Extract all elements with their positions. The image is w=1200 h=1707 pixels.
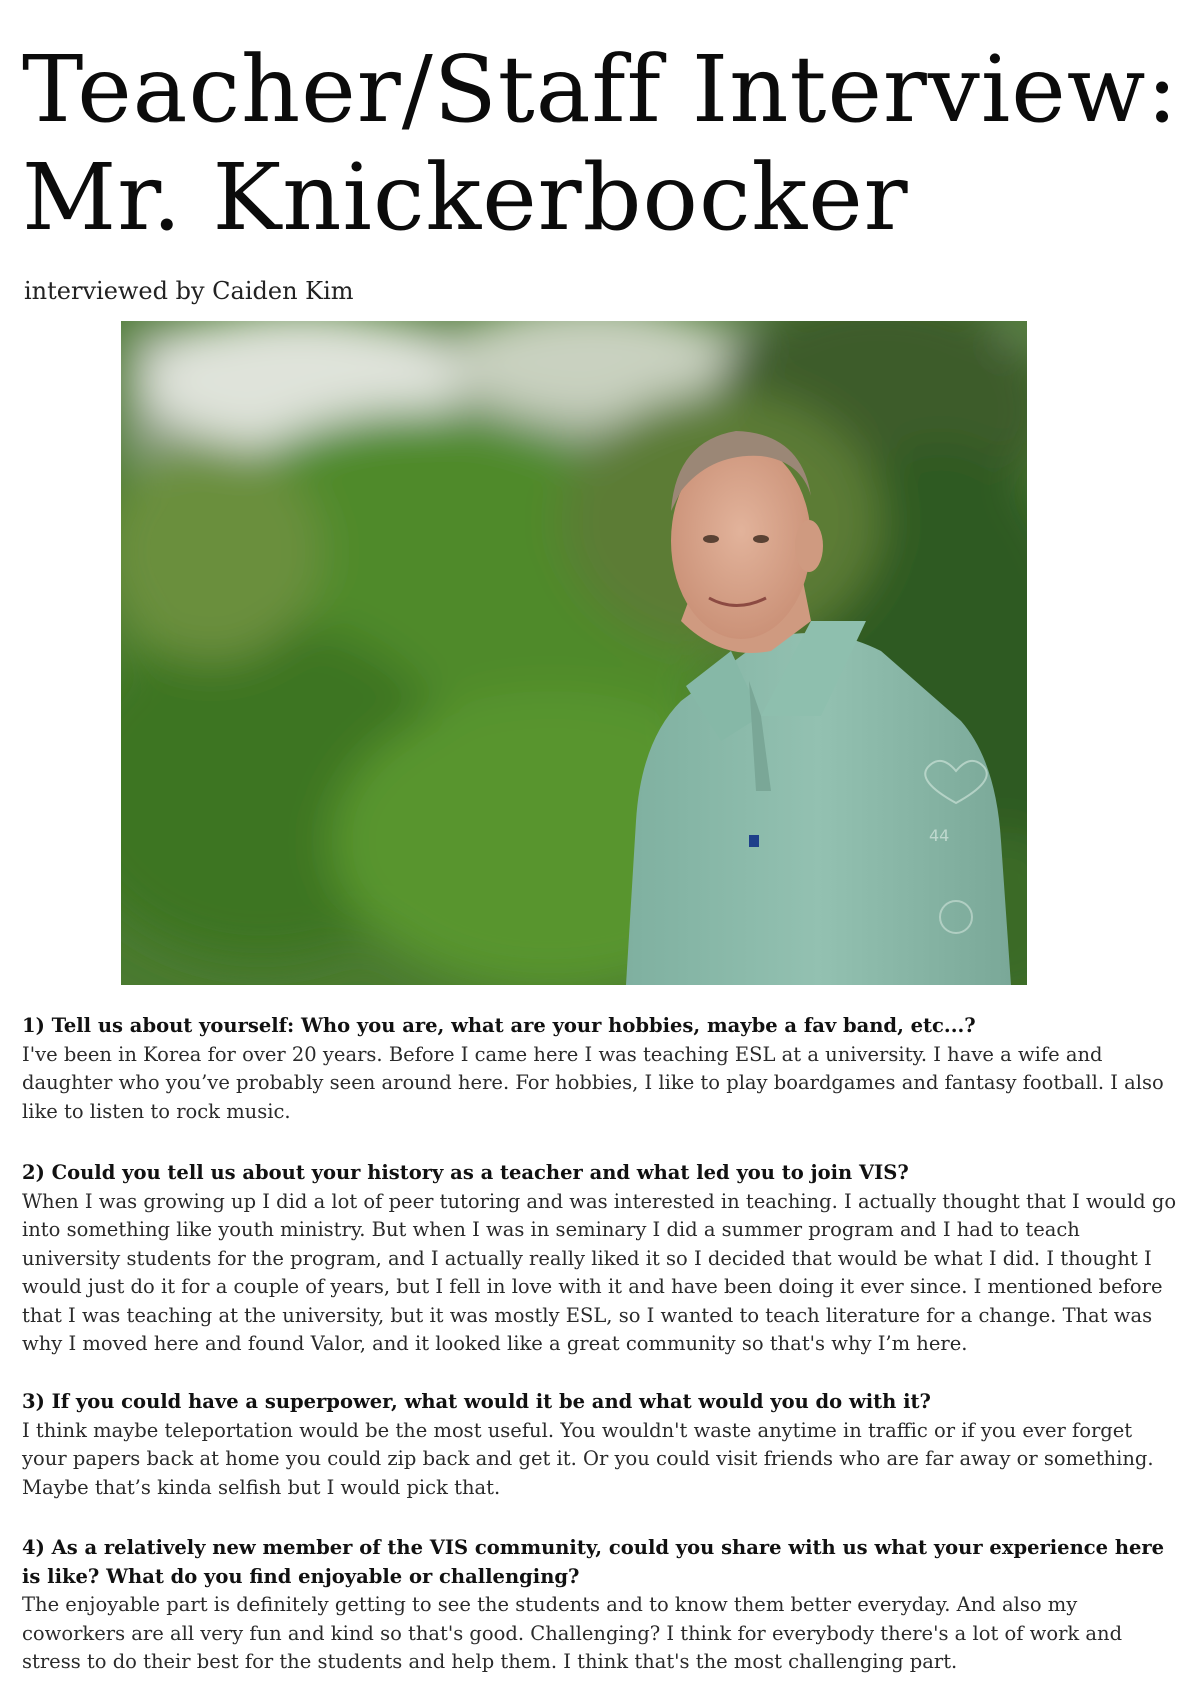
- qa-item-2: [22, 1159, 1182, 1359]
- answer-2: When I was growing up I did a lot of peer tutoring and was interested in teaching. I actually thought that I would go into something like youth ministry. But when I was in seminary I did a summer program and I had to teach university students for the program, and I actually really liked it so I decided that would be what I did. I thought I would just do it for a couple of years, but I fell in love with it and have been doing it ever since. I mentioned before that I was teaching at the university, but it was mostly ESL, so I wanted to teach literature for a change. That was why I moved here and found Valor, and it looked like a great community so that's why I’m here.: [22, 1189, 1177, 1355]
- title-line-2: Mr. Knickerbocker: [22, 144, 909, 251]
- question-3: 3) If you could have a superpower, what would it be and what would you do with it?: [22, 1390, 931, 1413]
- question-4: 4) As a relatively new member of the VIS community, could you share with us what your experience here is like? What do you find enjoyable or challenging?: [22, 1536, 1165, 1588]
- answer-4: The enjoyable part is definitely getting to see the students and to know them better everyday. And also my coworkers are all very fun and kind so that's good. Challenging? I think for everybody there's a lot of work and stress to do their best for the students and help them. I think that's the most challenging part.: [22, 1593, 1123, 1673]
- question-1: 1) Tell us about yourself: Who you are, what are your hobbies, maybe a fav band, etc...?: [22, 1014, 976, 1037]
- portrait-photo: [121, 321, 1027, 985]
- qa-item-3: [22, 1388, 1182, 1502]
- answer-1: I've been in Korea for over 20 years. Before I came here I was teaching ESL at a university. I have a wife and daughter who you’ve probably seen around here. For hobbies, I like to play boardgames and fantasy football. I also like to listen to rock music.: [22, 1042, 1164, 1123]
- qa-item-1: [22, 1012, 1182, 1126]
- question-2: 2) Could you tell us about your history as a teacher and what led you to join VIS?: [22, 1161, 909, 1184]
- watermark-count: 44: [929, 826, 950, 845]
- qa-item-4: [22, 1534, 1182, 1677]
- title-line-1: Teacher/Staff Interview:: [22, 36, 1179, 143]
- article-title: [22, 36, 1182, 252]
- byline: interviewed by Caiden Kim: [24, 277, 354, 305]
- answer-3: I think maybe teleportation would be the most useful. You wouldn't waste anytime in traffic or if you ever forget your papers back at home you could zip back and get it. Or you could visit friends who are far away or something. Maybe that’s kinda selfish but I would pick that.: [22, 1418, 1154, 1499]
